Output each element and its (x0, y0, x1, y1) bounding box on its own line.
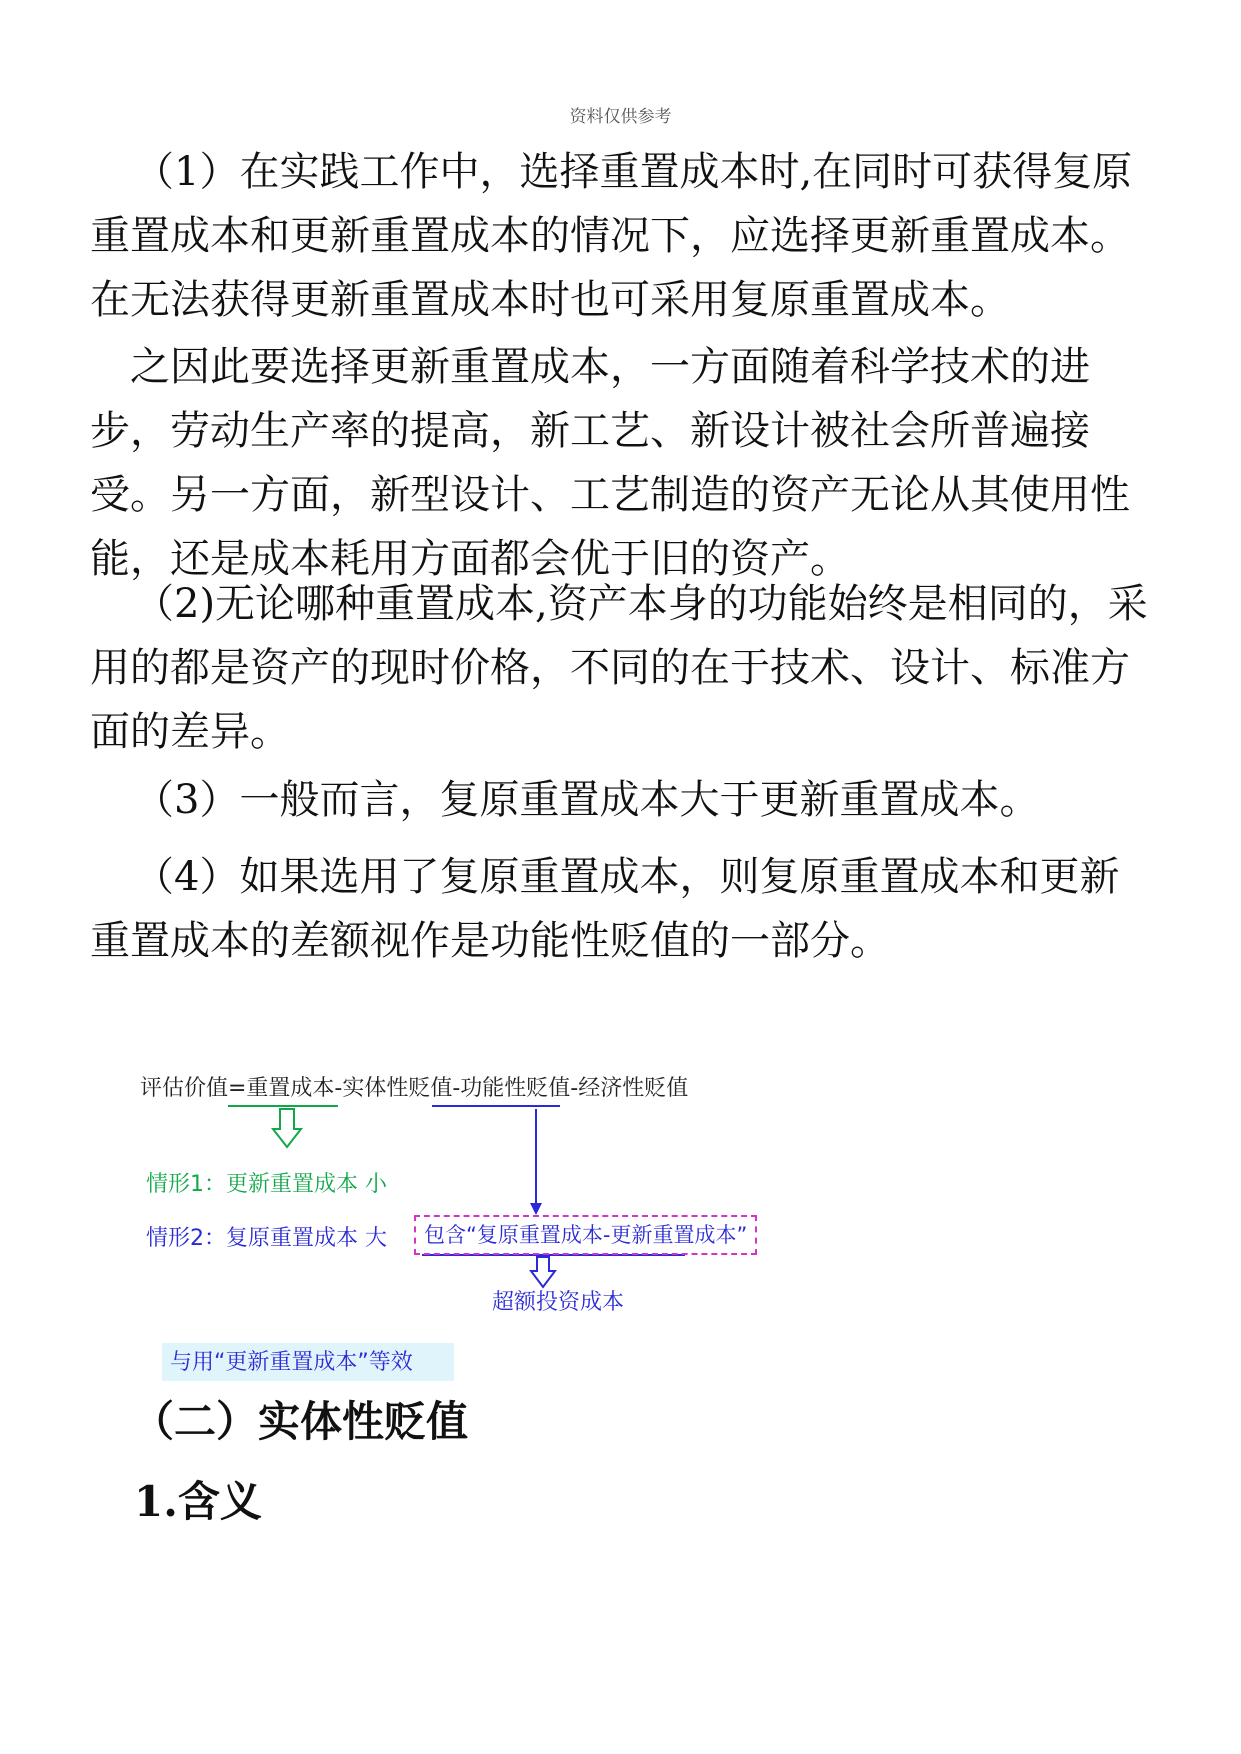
down-arrow-green (273, 1109, 301, 1147)
page-header: 资料仅供参考 (569, 107, 672, 127)
excess-investment-cost: 超额投资成本 (492, 1290, 625, 1315)
down-arrow-blue (531, 1257, 555, 1287)
paragraph-3: （2)无论哪种重置成本,资产本身的功能始终是相同的，采用的都是资产的现时价格，不同的在于技术、设计、标准方面的差异。 (90, 581, 1148, 755)
paragraph-5: （4）如果选用了复原重置成本，则复原重置成本和更新重置成本的差额视作是功能性贬值的一部分。 (90, 854, 1120, 964)
includes-difference-box: 包含“复原重置成本-更新重置成本” (414, 1215, 757, 1255)
section-heading: （二）实体性贬值 (132, 1397, 469, 1446)
case-2-label: 情形2：复原重置成本 大 (146, 1226, 387, 1251)
paragraph-1: （1）在实践工作中，选择重置成本时,在同时可获得复原重置成本和更新重置成本的情况下，应选择更新重置成本。在无法获得更新重置成本时也可采用复原重置成本。 (90, 149, 1133, 323)
paragraph-2: 之因此要选择更新重置成本，一方面随着科学技术的进步，劳动生产率的提高，新工艺、新设计被社会所普遍接受。另一方面，新型设计、工艺制造的资产无论从其使用性能，还是成本耗用方面都会优于旧的资产。 (90, 344, 1130, 582)
case-1-label: 情形1：更新重置成本 小 (146, 1172, 387, 1197)
equivalent-label: 与用“更新重置成本”等效 (170, 1350, 413, 1375)
paragraph-4: （3）一般而言，复原重置成本大于更新重置成本。 (134, 777, 1040, 823)
valuation-formula: 评估价值=重置成本-实体性贬值-功能性贬值-经济性贬值 (140, 1076, 689, 1101)
valuation-diagram (130, 1075, 810, 1375)
subheading-meaning: 1.含义 (134, 1477, 262, 1526)
arrow-head-functional (530, 1203, 542, 1215)
